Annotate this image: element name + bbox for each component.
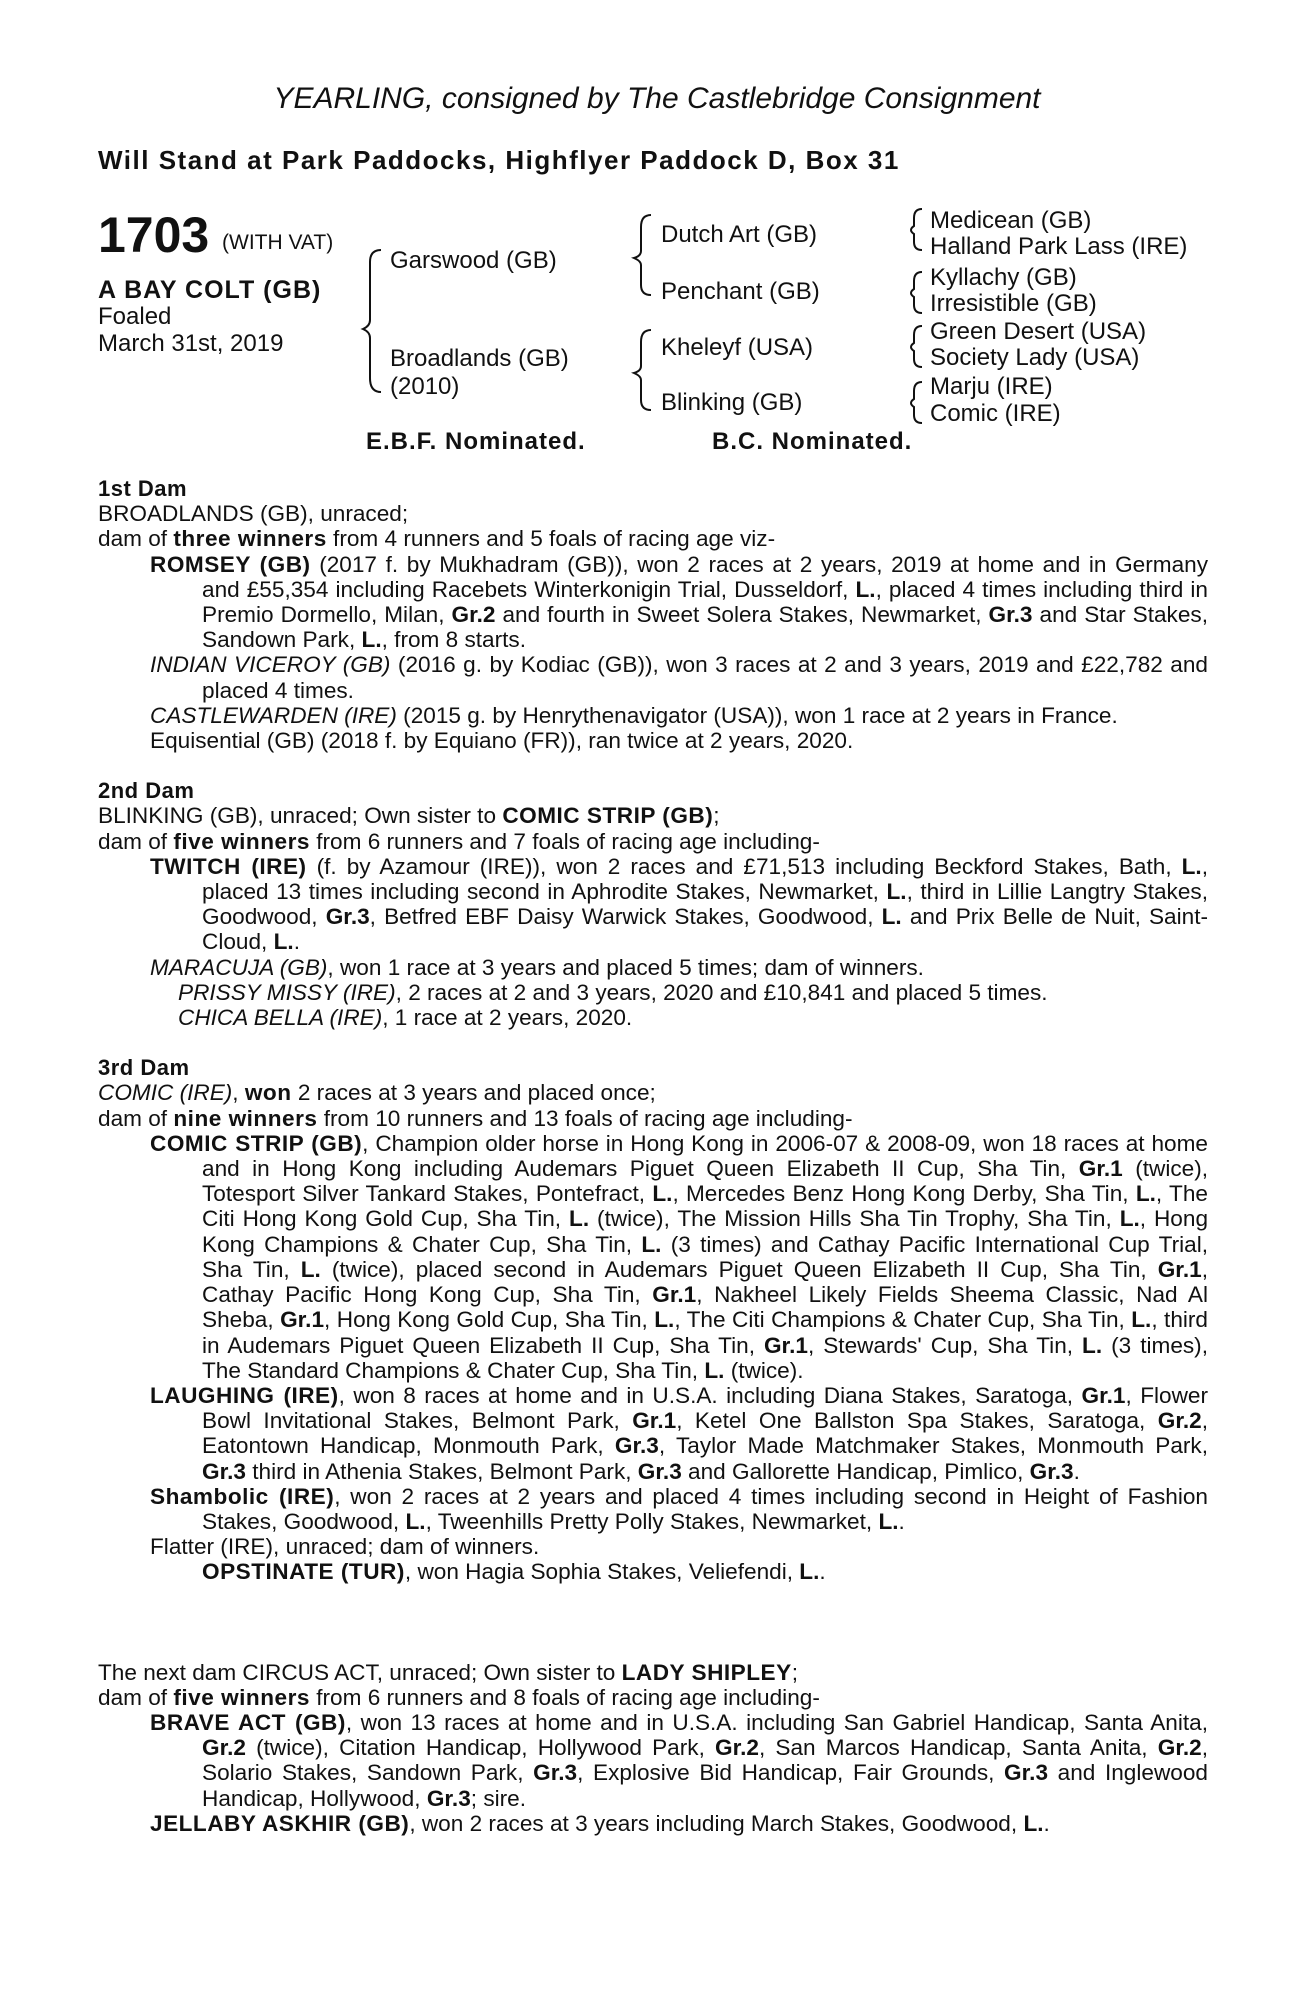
first-dam-section xyxy=(98,476,1208,753)
produce-chica-bella: CHICA BELLA (IRE), 1 race at 2 years, 2020. xyxy=(178,1005,633,1031)
third-dam-intro: COMIC (IRE), won 2 races at 3 years and placed once; xyxy=(98,1080,656,1106)
brace-gen1 xyxy=(363,250,381,392)
horse-name: CASTLEWARDEN (IRE) xyxy=(150,702,397,728)
runner-romsey: ROMSEY (GB) (2017 f. by Mukhadram (GB)), won 2 races at 2 years, 2019 at home and in Germany and £55,354 including Racebets Winterkonigin Trial, Dusseldorf, L., placed 4 times including third in Premio Dormello, Milan, Gr.2 and fourth in Sweet Solera Stakes, Newmarket, Gr.3 and Star Stakes, Sandown Park, L., from 8 starts. xyxy=(150,551,1209,653)
horse-name: MARACUJA (GB) xyxy=(150,954,328,980)
third-dam-section xyxy=(98,1055,1208,1584)
runner-flatter: Flatter (IRE), unraced; dam of winners. xyxy=(150,1534,540,1560)
dam-sire: Kheleyf (USA) xyxy=(661,334,814,361)
dam: Broadlands (GB) xyxy=(390,345,569,372)
horse-name: PRISSY MISSY (IRE) xyxy=(178,979,396,1005)
stand-location: Will Stand at Park Paddocks, Highflyer Paddock D, Box 31 xyxy=(98,145,900,175)
horse-name: INDIAN VICEROY (GB) xyxy=(150,652,391,678)
foaled-date: March 31st, 2019 xyxy=(98,330,284,357)
gen3-4: Irresistible (GB) xyxy=(930,290,1097,317)
vat-note: (WITH VAT) xyxy=(222,231,334,254)
brace-sire xyxy=(634,215,651,295)
runner-shambolic: Shambolic (IRE), won 2 races at 2 years and placed 4 times including second in Height of Fashion Stakes, Goodwood, L., Tweenhills Pretty Polly Stakes, Newmarket, L.. xyxy=(150,1483,1208,1534)
horse-name: JELLABY ASKHIR (GB) xyxy=(150,1810,410,1836)
runner-comic-strip: COMIC STRIP (GB), Champion older horse in Hong Kong in 2006-07 & 2008-09, won 18 races at home and in Hong Kong including Audemars Piguet Queen Elizabeth II Cup, Sha Tin, Gr.1 (twice), Totesport Silver Tankard Stakes, Pontefract, L., Mercedes Benz Hong Kong Derby, Sha Tin, L., The Citi Hong Kong Gold Cup, Sha Tin, L. (twice), The Mission Hills Sha Tin Trophy, Sha Tin, L., Hong Kong Champions & Chater Cup, Sha Tin, L. (3 times) and Cathay Pacific International Cup Trial, Sha Tin, L. (twice), placed second in Audemars Piguet Queen Elizabeth II Cup, Sha Tin, Gr.1, Cathay Pacific Hong Kong Cup, Sha Tin, Gr.1, Nakheel Likely Fields Sheema Classic, Nad Al Sheba, Gr.1, Hong Kong Gold Cup, Sha Tin, L., The Citi Champions & Chater Cup, Sha Tin, L., third in Audemars Piguet Queen Elizabeth II Cup, Sha Tin, Gr.1, Stewards' Cup, Sha Tin, L. (3 times), The Standard Champions & Chater Cup, Sha Tin, L. (twice). xyxy=(150,1130,1209,1383)
next-dam-section xyxy=(98,1660,1208,1836)
first-dam-intro: BROADLANDS (GB), unraced; xyxy=(98,501,409,527)
pedigree-braces xyxy=(0,0,1314,460)
gen3-1: Medicean (GB) xyxy=(930,207,1092,234)
second-dam-summary: dam of five winners from 6 runners and 7 foals of racing age including- xyxy=(98,828,820,854)
third-dam-heading: 3rd Dam xyxy=(98,1055,190,1081)
third-dam-summary: dam of nine winners from 10 runners and 13 foals of racing age including- xyxy=(98,1105,853,1131)
next-dam-summary: dam of five winners from 6 runners and 8 foals of racing age including- xyxy=(98,1684,820,1710)
catalogue-body xyxy=(98,476,1208,1861)
sire: Garswood (GB) xyxy=(390,247,557,274)
gen3-3: Kyllachy (GB) xyxy=(930,264,1077,291)
runner-indian-viceroy: INDIAN VICEROY (GB) (2016 g. by Kodiac (GB)), won 3 races at 2 and 3 years, 2019 and £22,782 and placed 4 times. xyxy=(150,652,1208,703)
first-dam-heading: 1st Dam xyxy=(98,476,188,501)
bc-nominated: B.C. Nominated. xyxy=(712,428,913,455)
gen3-2: Halland Park Lass (IRE) xyxy=(930,233,1188,260)
horse-name: Shambolic (IRE) xyxy=(150,1483,335,1509)
gen3-7: Marju (IRE) xyxy=(930,373,1053,400)
sire-dam: Penchant (GB) xyxy=(661,278,820,305)
runner-castlewarden: CASTLEWARDEN (IRE) (2015 g. by Henrythenavigator (USA)), won 1 race at 2 years in France. xyxy=(150,702,1118,728)
dam-dam: Blinking (GB) xyxy=(661,389,803,416)
gen3-5: Green Desert (USA) xyxy=(930,318,1147,345)
next-dam-intro: The next dam CIRCUS ACT, unraced; Own sister to LADY SHIPLEY; xyxy=(98,1659,798,1685)
runner-brave-act: BRAVE ACT (GB), won 13 races at home and in U.S.A. including San Gabriel Handicap, Santa Anita, Gr.2 (twice), Citation Handicap, Hollywood Park, Gr.2, San Marcos Handicap, Santa Anita, Gr.2, Solario Stakes, Sandown Park, Gr.3, Explosive Bid Handicap, Fair Grounds, Gr.3 and Inglewood Handicap, Hollywood, Gr.3; sire. xyxy=(150,1709,1208,1811)
produce-prissy-missy: PRISSY MISSY (IRE), 2 races at 2 and 3 years, 2020 and £10,841 and placed 5 times. xyxy=(178,979,1048,1005)
runner-twitch: TWITCH (IRE) (f. by Azamour (IRE)), won 2 races and £71,513 including Beckford Stakes, Bath, L., placed 13 times including second in Aphrodite Stakes, Newmarket, L., third in Lillie Langtry Stakes, Goodwood, Gr.3, Betfred EBF Daisy Warwick Stakes, Goodwood, L. and Prix Belle de Nuit, Saint-Cloud, L.. xyxy=(150,853,1209,955)
horse-name: OPSTINATE (TUR) xyxy=(202,1559,405,1585)
runner-equisential: Equisential (GB) (2018 f. by Equiano (FR)), ran twice at 2 years, 2020. xyxy=(150,728,854,754)
dam-year: (2010) xyxy=(390,373,460,400)
horse-name: BRAVE ACT (GB) xyxy=(150,1709,346,1735)
horse-name: LAUGHING (IRE) xyxy=(150,1382,339,1408)
brace-g3-4 xyxy=(911,382,922,423)
gen3-6: Society Lady (USA) xyxy=(930,344,1140,371)
brace-g3-3 xyxy=(911,326,922,367)
horse-name: CHICA BELLA (IRE) xyxy=(178,1005,383,1031)
gen3-8: Comic (IRE) xyxy=(930,400,1061,427)
consignor-line: YEARLING, consigned by The Castlebridge Consignment xyxy=(273,82,1041,115)
sire-sire: Dutch Art (GB) xyxy=(661,221,818,248)
runner-maracuja: MARACUJA (GB), won 1 race at 3 years and placed 5 times; dam of winners. xyxy=(150,954,924,980)
ebf-nominated: E.B.F. Nominated. xyxy=(366,428,586,455)
horse-name: ROMSEY (GB) xyxy=(150,551,311,577)
horse-name: TWITCH (IRE) xyxy=(150,853,307,879)
lot-description: A BAY COLT (GB) xyxy=(98,276,322,304)
brace-dam xyxy=(634,330,651,410)
produce-opstinate: OPSTINATE (TUR), won Hagia Sophia Stakes, Veliefendi, L.. xyxy=(202,1559,826,1585)
brace-g3-2 xyxy=(911,272,922,313)
lot-number: 1703 xyxy=(98,207,210,263)
runner-laughing: LAUGHING (IRE), won 8 races at home and in U.S.A. including Diana Stakes, Saratoga, Gr.1, Flower Bowl Invitational Stakes, Belmont Park, Gr.1, Ketel One Ballston Spa Stakes, Saratoga, Gr.2, Eatontown Handicap, Monmouth Park, Gr.3, Taylor Made Matchmaker Stakes, Monmouth Park, Gr.3 third in Athenia Stakes, Belmont Park, Gr.3 and Gallorette Handicap, Pimlico, Gr.3. xyxy=(150,1382,1209,1484)
second-dam-heading: 2nd Dam xyxy=(98,778,195,804)
horse-name: COMIC STRIP (GB) xyxy=(150,1130,363,1156)
second-dam-intro: BLINKING (GB), unraced; Own sister to COMIC STRIP (GB); xyxy=(98,803,720,829)
first-dam-summary: dam of three winners from 4 runners and 5 foals of racing age viz- xyxy=(98,526,776,552)
second-dam-section xyxy=(98,778,1208,1030)
brace-g3-1 xyxy=(911,209,922,250)
foaled-label: Foaled xyxy=(98,303,172,330)
runner-jellaby-askhir: JELLABY ASKHIR (GB), won 2 races at 3 years including March Stakes, Goodwood, L.. xyxy=(150,1810,1050,1836)
